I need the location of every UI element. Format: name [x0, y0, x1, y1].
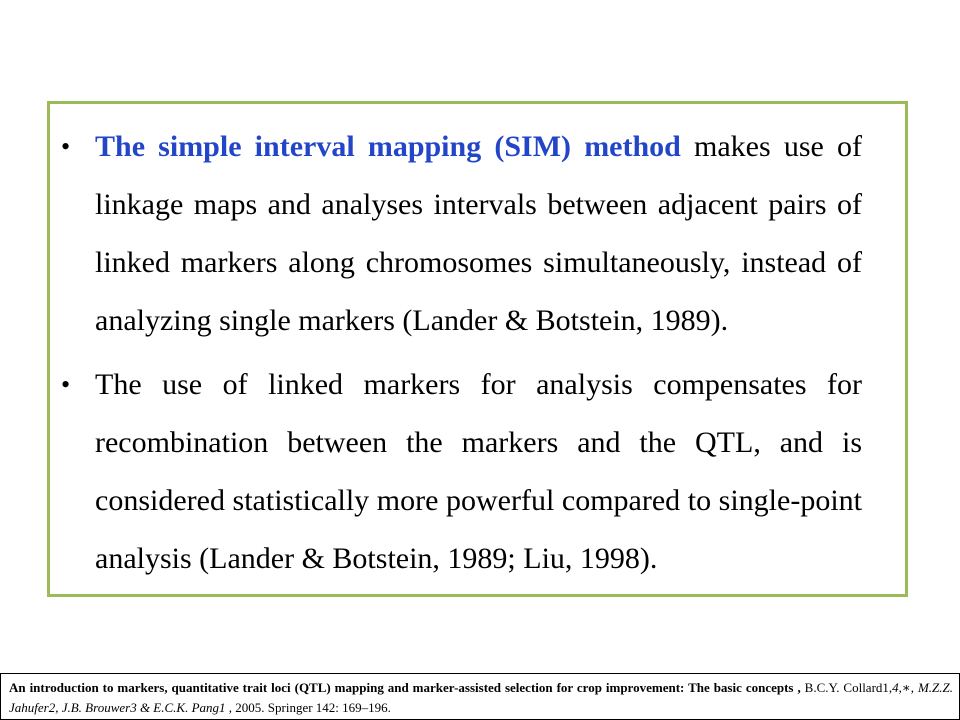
- content-box: [47, 101, 908, 597]
- citation-box: [0, 673, 960, 720]
- citation-source: , 2005. Springer 142: 169–196.: [225, 700, 391, 715]
- bullet-dot-icon: •: [61, 132, 71, 161]
- citation-other-authors: 4,∗, M.Z.Z. Jahufer2, J.B. Brouwer3 & E.C.K. Pang1: [9, 680, 954, 715]
- bullet-dot-icon: •: [61, 370, 71, 399]
- citation-title: An introduction to markers, quantitative trait loci (QTL) mapping and marker-assisted selection for crop improvement: The basic concepts: [9, 680, 794, 695]
- highlight-term: The simple interval mapping (SIM) method: [95, 130, 681, 163]
- bullet-text: makes use of linkage maps and analyses intervals between adjacent pairs of linked markers along chromosomes simultaneously, instead of analyzing single markers (Lander & Botstein, 1989).: [95, 130, 862, 337]
- bullet-text: The use of linked markers for analysis compensates for recombination between the markers and the QTL, and is considered statistically more powerful compared to single-point analysis (Lander & Botstein, 1989; Liu, 1998).: [95, 368, 862, 575]
- bullet-item-linked-markers: [61, 356, 862, 588]
- bullet-item-sim-method: [61, 118, 862, 350]
- citation-first-author: B.C.Y. Collard1,: [804, 680, 893, 695]
- citation-separator: ,: [793, 680, 805, 695]
